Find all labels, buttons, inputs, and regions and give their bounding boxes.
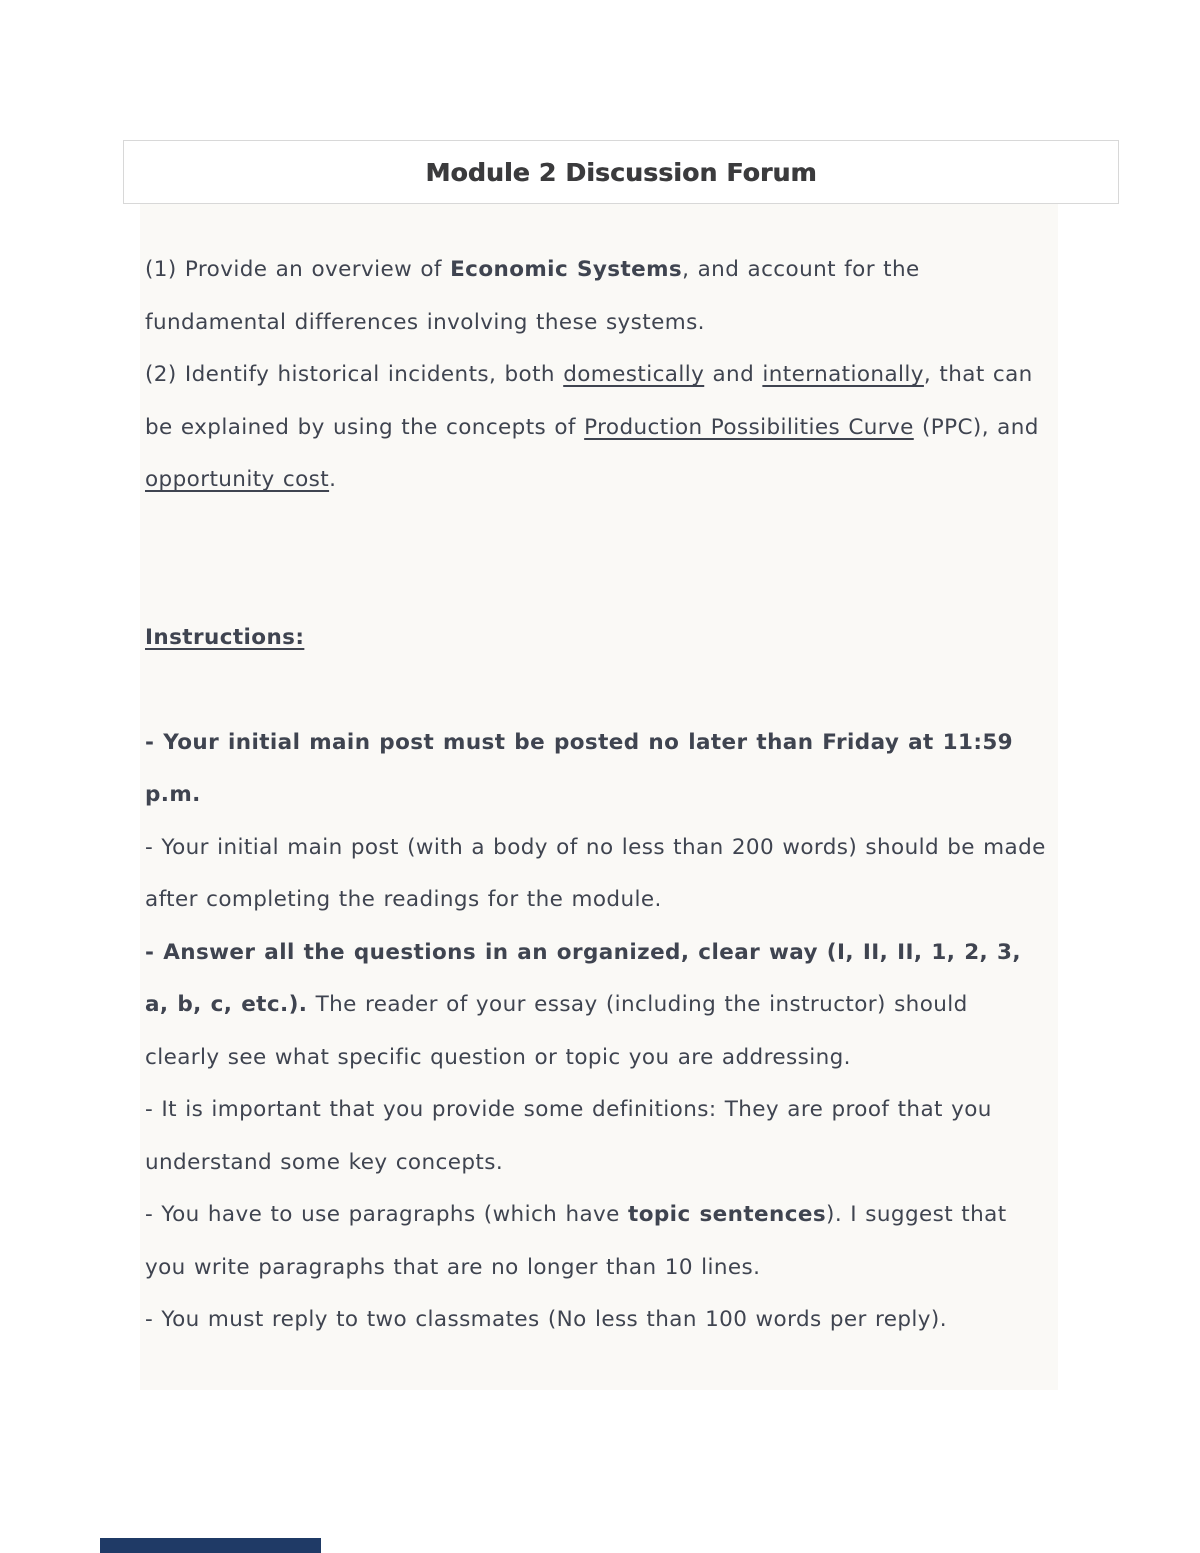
text-run: - It is important that you provide some definitions: They are proof that you understand some key concepts. [145,1097,992,1175]
paragraph [145,559,1050,612]
paragraph [145,244,1050,349]
text-run: - You must reply to two classmates (No less than 100 words per reply). [145,1307,947,1332]
paragraph [145,822,1050,927]
text-run: - You have to use paragraphs (which have [145,1202,629,1227]
document-title-box [123,140,1119,204]
paragraph [145,349,1050,507]
underlined-text: internationally [762,362,924,387]
paragraph [145,1189,1050,1294]
text-run: - Your initial main post (with a body of no less than 200 words) should be made after completing the readings for the module. [145,834,1046,912]
text-run: (PPC), and [913,414,1039,440]
paragraph [145,1294,1050,1347]
paragraph [145,507,1050,560]
underlined-text: Instructions: [145,624,305,650]
text-run: , that can be explained by using the concepts of [145,362,1033,440]
paragraph [145,664,1050,717]
text-run: The reader of your essay (including the instructor) should clearly see what specific question or topic you are addressing. [145,992,968,1070]
text-run: ). I suggest that you write paragraphs that are no longer than 10 lines. [145,1202,1007,1280]
bold-text: - Your initial main post must be posted no later than Friday at 11:59 p.m. [145,729,1014,807]
paragraph [145,927,1050,1085]
paragraph [145,717,1050,822]
text-run: and [704,362,763,387]
paragraph [145,1084,1050,1189]
text-run: (2) Identify historical incidents, both [145,362,564,387]
bold-text: - Answer all the questions in an organized, clear way (I, II, II, 1, 2, 3, a, b, c, etc.). [145,939,1021,1017]
bold-text: Economic Systems [450,257,683,282]
document-body [140,204,1058,1390]
text-run: , and account for the fundamental differences involving these systems. [145,257,920,335]
page-title: Module 2 Discussion Forum [425,157,817,187]
paragraph [145,612,1050,665]
underlined-text: domestically [563,362,705,387]
bold-text: topic sentences [628,1202,827,1227]
text-run: (1) Provide an overview of [145,257,451,282]
footer-bar [100,1538,321,1553]
underlined-text: opportunity cost [145,467,330,492]
underlined-text: Production Possibilities Curve [584,414,914,440]
text-run: . [329,467,337,492]
